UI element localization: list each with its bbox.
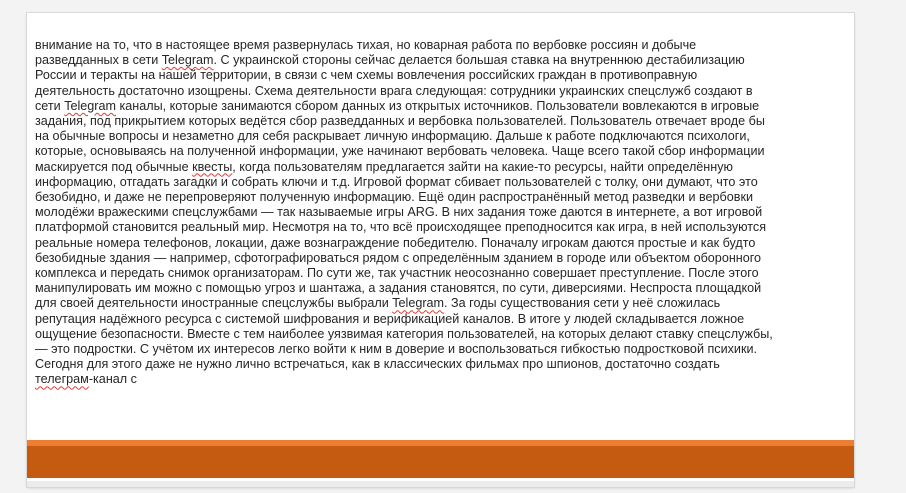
text-line (35, 251, 840, 266)
slide-bottom-edge (27, 481, 854, 487)
text-segment: России и теракты на нашей территории, в связи с чем схемы вовлечения российских граждан в противоправную (35, 68, 698, 83)
text-line (35, 68, 840, 83)
text-segment: на обычные вопросы и незаметно для себя раскрывает личную информацию. Дальше к работе подключаются психологи, (35, 129, 750, 144)
footer-bar (27, 446, 854, 478)
text-segment: репутация надёжного ресурса с системой шифрования и верификацией каналов. В итоге у людей складывается ложное (35, 311, 745, 326)
text-line (35, 84, 840, 99)
text-segment: ощущение безопасности. Вместе с тем наиболее уязвимая категория пользователей, на которых делают ставку спецслужбы, (35, 326, 773, 341)
text-segment: информацию, отгадать загадки и собрать ключи и т.д. Игровой формат сбивает пользователей с толку, они думают, что это (35, 174, 758, 189)
text-line (35, 205, 840, 220)
text-line (35, 281, 840, 296)
text-segment: маскируется под обычные (35, 159, 193, 174)
text-segment: , когда пользователям предлагается зайти на какие-то ресурсы, найти определённую (232, 159, 733, 174)
slide-text-box[interactable] (35, 38, 840, 388)
text-segment: разведданных в сети (35, 53, 162, 68)
text-line (35, 266, 840, 281)
spellcheck-flagged-word: Telegram (161, 53, 214, 68)
text-segment: . С украинской стороны сейчас делается большая ставка на внутреннюю дестабилизацию (213, 53, 745, 68)
text-line (35, 296, 840, 311)
spellcheck-flagged-word: Telegram (64, 98, 116, 113)
text-line (35, 114, 840, 129)
text-line (35, 144, 840, 159)
text-line (35, 342, 840, 357)
text-segment: безобидно, и даже не перепроверяют полученную информацию. Ещё один распространённый метод разведки и вербовки (35, 190, 753, 205)
text-line (35, 160, 840, 175)
text-line (35, 312, 840, 327)
text-line (35, 357, 840, 372)
text-segment: комплекса и передать снимок организаторам. По сути же, так участник неосознанно совершает преступление. После этого (35, 266, 759, 281)
text-segment: молодёжи вражескими спецслужбами — так называемые игры ARG. В них задания тоже даются в интернете, а вот игровой (35, 205, 763, 220)
text-line (35, 236, 840, 251)
text-line (35, 129, 840, 144)
text-line (35, 99, 840, 114)
spellcheck-flagged-word: Telegram (392, 296, 445, 311)
text-segment: внимание на то, что в настоящее время развернулась тихая, но коварная работа по вербовке россиян и добыче (35, 38, 697, 52)
text-line (35, 327, 840, 342)
text-segment: которые, основываясь на полученной информации, уже начинают вербовать человека. Чаще всего такой сбор информации (35, 144, 765, 159)
text-segment: манипулировать им можно с помощью угроз и шантажа, а задания становятся, по сути, диверсиями. Неспроста площадкой (35, 281, 762, 296)
spellcheck-flagged-word: телеграм (35, 372, 89, 387)
spellcheck-flagged-word: квесты (192, 159, 233, 174)
text-line (35, 38, 840, 53)
text-segment: реальные номера телефонов, локации, даже вознаграждение победителю. Поначалу игрокам даются простые и как будто (35, 235, 756, 250)
slide-canvas[interactable] (27, 13, 854, 487)
text-segment: сети (35, 98, 65, 113)
text-line (35, 175, 840, 190)
text-line (35, 190, 840, 205)
text-line (35, 53, 840, 68)
text-line (35, 372, 840, 387)
text-segment: Сегодня для этого даже не нужно лично встречаться, как в классических фильмах про шпионов, достаточно создать (35, 357, 720, 372)
text-segment: каналы, которые занимаются сбором данных из открытых источников. Пользователи вовлекаются в игровые (115, 98, 760, 113)
text-segment: безобидные здания — например, сфотографироваться рядом с определённым зданием в городе или объектом оборонного (35, 250, 762, 265)
text-segment: задания, под прикрытием которых ведётся сбор разведданных и вербовка пользователей. Пользователь отвечает вроде бы (35, 114, 765, 129)
text-segment: -канал с (88, 372, 137, 387)
text-segment: — это подростки. С учётом их интересов легко войти к ним в доверие и воспользоваться гибкостью подростковой психики. (35, 342, 757, 357)
text-segment: для своей деятельности иностранные спецслужбы выбрали (35, 296, 393, 311)
text-segment: деятельность достаточно изощрены. Схема деятельности врага следующая: сотрудники украинских спецслужб создают в (35, 83, 753, 98)
text-segment: платформой становится реальный мир. Несмотря на то, что всё происходящее преподносится как игра, в ней используются (35, 220, 767, 235)
text-segment: . За годы существования сети у неё сложилась (444, 296, 721, 311)
text-line (35, 220, 840, 235)
